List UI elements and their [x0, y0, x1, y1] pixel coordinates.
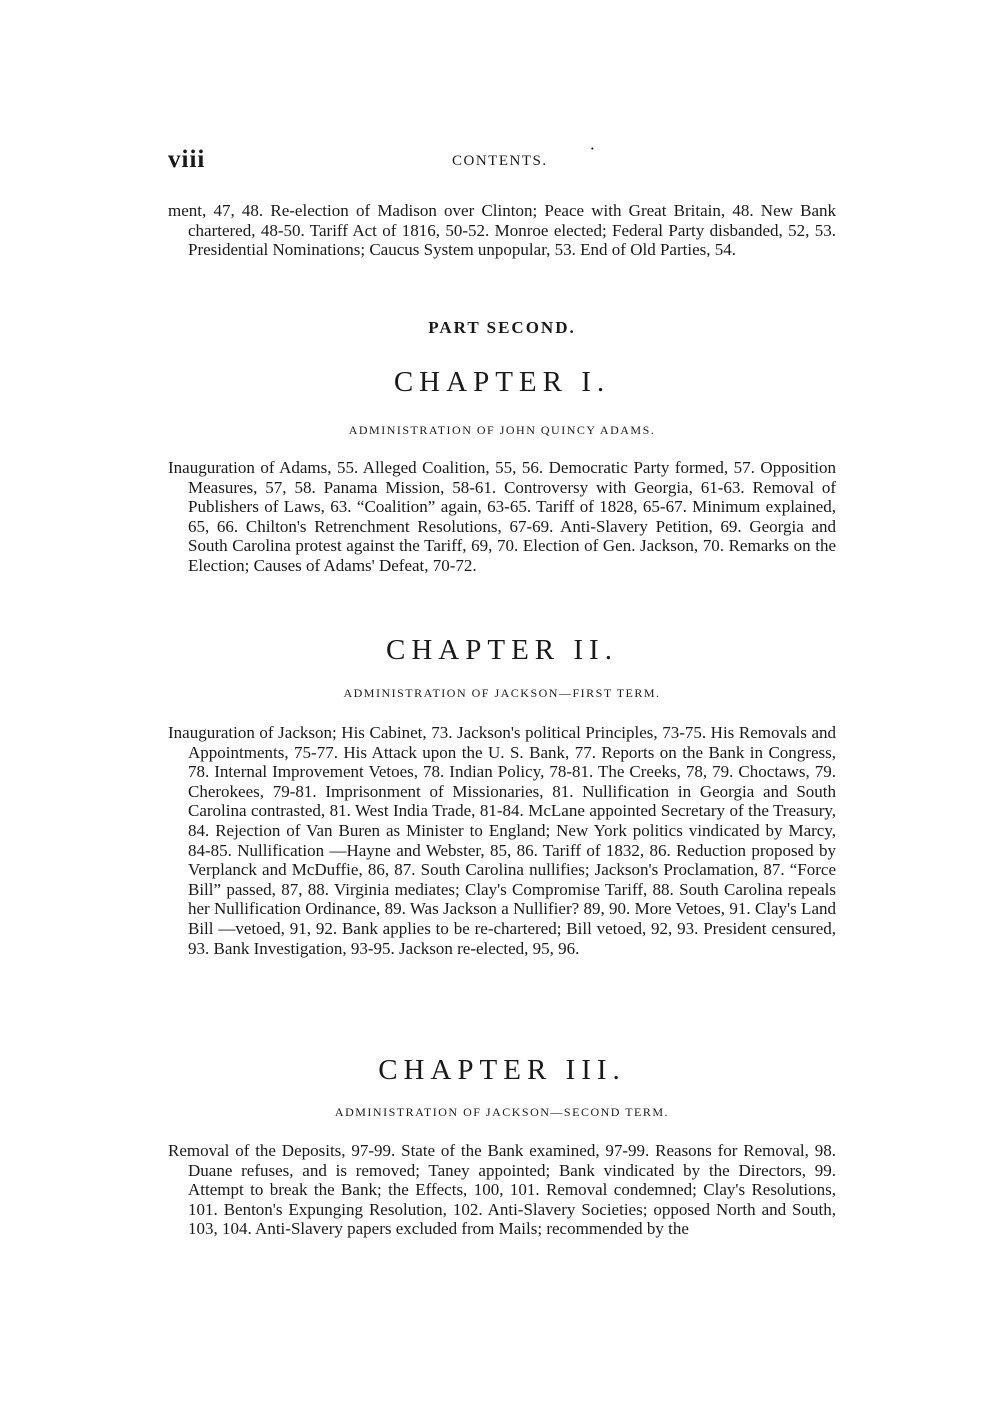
chapter-1-subheading: ADMINISTRATION OF JOHN QUINCY ADAMS. [348, 423, 656, 437]
part-heading: PART SECOND. [428, 318, 576, 337]
chapter-3-text: Removal of the Deposits, 97-99. State of the Bank examined, 97-99. Reasons for Removal, 98. Duane refuses, and is removed; Taney appointed; Bank vindicated by the Directors, 99. Attempt to break the Bank; the Effects, 100, 101. Removal condemned; Clay's Resolutions, 101. Benton's Expunging Resolution, 102. Anti-Slavery Societies; opposed North and South, 103, 104. Anti-Slavery papers excluded from Mails; recommended by the [168, 1141, 836, 1239]
intro-paragraph: ment, 47, 48. Re-election of Madison over Clinton; Peace with Great Britain, 48. New Bank chartered, 48-50. Tariff Act of 1816, 50-52. Monroe elected; Federal Party disbanded, 52, 53. Presidential Nominations; Caucus System unpopular, 53. End of Old Parties, 54. [168, 201, 836, 260]
chapter-3-heading: CHAPTER III. [378, 1054, 626, 1086]
chapter-3-subheading: ADMINISTRATION OF JACKSON—SECOND TERM. [334, 1105, 670, 1119]
chapter-1-heading: CHAPTER I. [393, 366, 611, 398]
chapter-1-text: Inauguration of Adams, 55. Alleged Coalition, 55, 56. Democratic Party formed, 57. Opposition Measures, 57, 58. Panama Mission, 58-61. Controversy with Georgia, 61-63. Removal of Publishers of Laws, 63. “Coalition” again, 63-65. Tariff of 1828, 65-67. Minimum explained, 65, 66. Chilton's Retrenchment Resolutions, 67-69. Anti-Slavery Petition, 69. Georgia and South Carolina protest against the Tariff, 69, 70. Election of Gen. Jackson, 70. Remarks on the Election; Causes of Adams' Defeat, 70-72. [168, 458, 836, 575]
chapter-2-text: Inauguration of Jackson; His Cabinet, 73. Jackson's political Principles, 73-75. His Removals and Appointments, 75-77. His Attack upon the U. S. Bank, 77. Reports on the Bank in Congress, 78. Internal Improvement Vetoes, 78. Indian Policy, 78-81. The Creeks, 78, 79. Choctaws, 79. Cherokees, 79-81. Imprisonment of Missionaries, 81. Nullification in Georgia and South Carolina contrasted, 81. West India Trade, 81-84. McLane appointed Secretary of the Treasury, 84. Rejection of Van Buren as Minister to England; New York politics vindicated by Marcy, 84-85. Nullification —Hayne and Webster, 85, 86. Tariff of 1832, 86. Reduction proposed by Verplanck and McDuffie, 86, 87. South Carolina nullifies; Jackson's Proclamation, 87. “Force Bill” passed, 87, 88. Virginia mediates; Clay's Compromise Tariff, 88. South Carolina repeals her Nullification Ordinance, 89. Was Jackson a Nullifier? 89, 90. More Vetoes, 91. Clay's Land Bill —vetoed, 91, 92. Bank applies to be re-chartered; Bill vetoed, 92, 93. President censured, 93. Bank Investigation, 93-95. Jackson re-elected, 95, 96. [168, 723, 836, 958]
running-head [168, 146, 836, 176]
page-number: viii [168, 146, 206, 173]
running-title: CONTENTS. [452, 153, 548, 169]
printer-mark: ˙ [590, 146, 595, 161]
chapter-2-heading: CHAPTER II. [386, 634, 618, 666]
chapter-2-subheading: ADMINISTRATION OF JACKSON—FIRST TERM. [343, 686, 661, 700]
